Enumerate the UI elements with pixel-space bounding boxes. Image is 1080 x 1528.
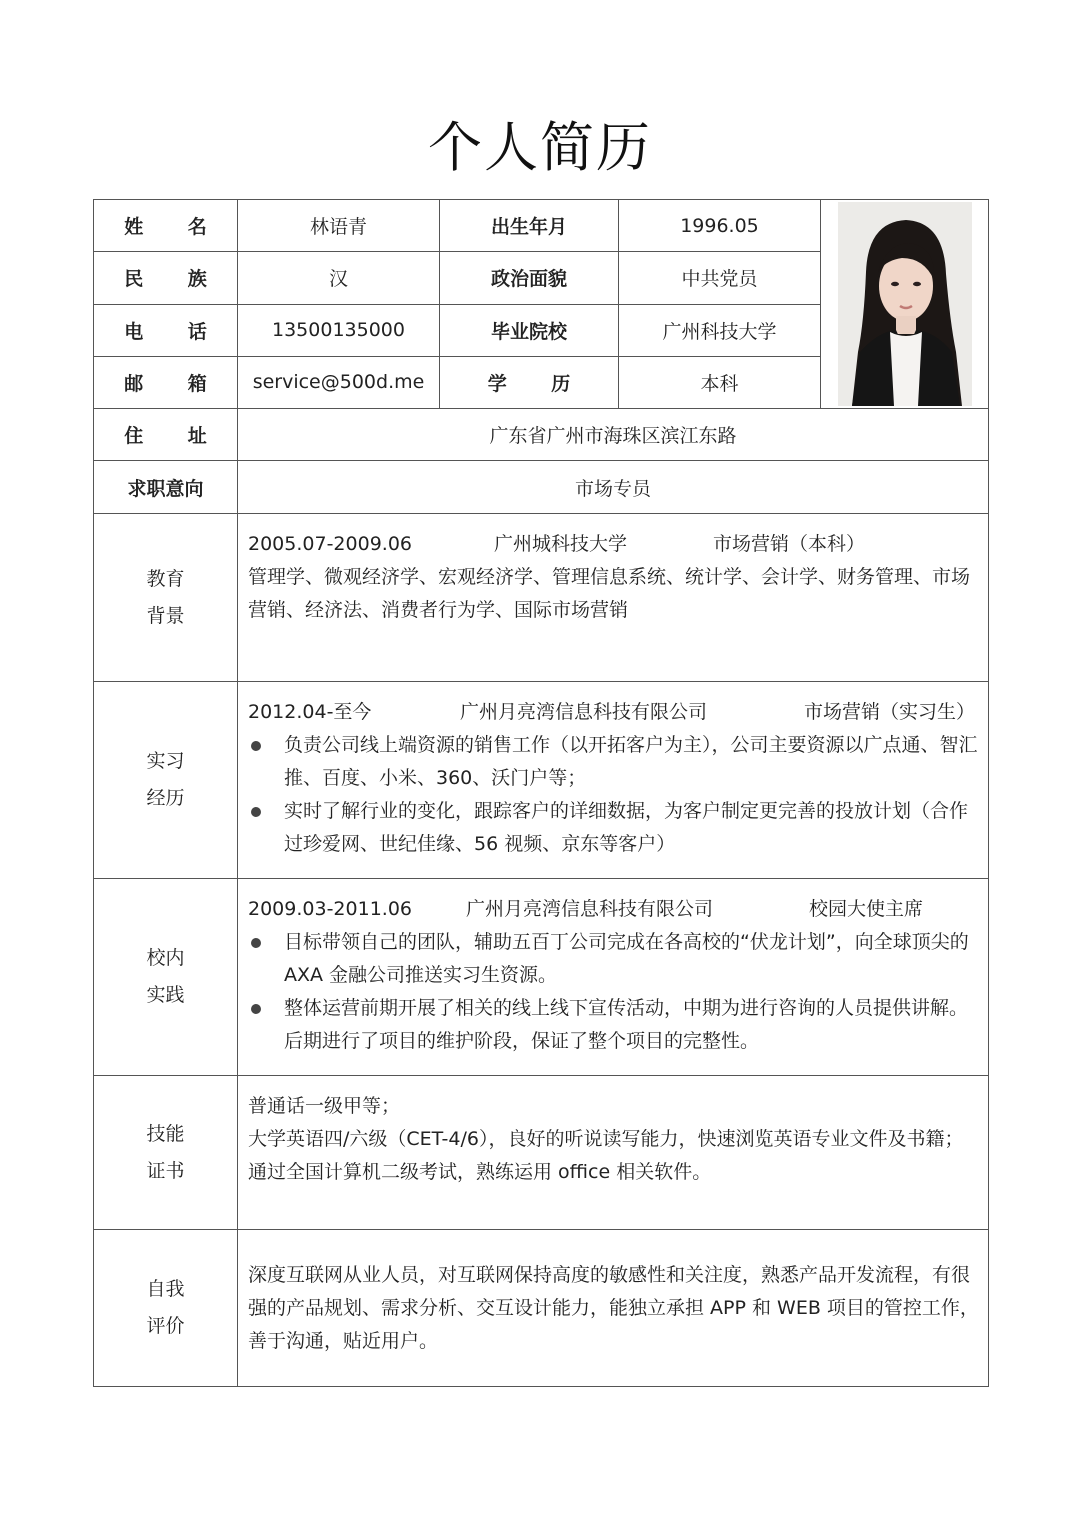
- campus-role: 校园大使主席: [809, 898, 924, 920]
- name-label: 姓 名: [94, 200, 238, 252]
- school-label: 毕业院校: [440, 304, 619, 356]
- skills-label-line2: 证书: [146, 1159, 185, 1182]
- internship-bullet: 实时了解行业的变化，跟踪客户的详细数据，为客户制定更完善的投放计划（合作过珍爱网、世纪佳缘、56 视频、京东等客户）: [248, 795, 980, 861]
- self-label-line1: 自我: [146, 1278, 185, 1300]
- intent-label: 求职意向: [94, 461, 238, 514]
- campus-period: 2009.03-2011.06: [248, 898, 412, 920]
- internship-header: [248, 696, 980, 729]
- internship-label-line1: 实习: [146, 750, 185, 772]
- campus-company: 广州月亮湾信息科技有限公司: [466, 898, 714, 920]
- internship-bullet: 负责公司线上端资源的销售工作（以开拓客户为主），公司主要资源以广点通、智汇推、百度、小米、360、沃门户等；: [248, 729, 980, 795]
- political-label: 政治面貌: [440, 252, 619, 304]
- email-label: 邮 箱: [94, 356, 238, 408]
- resume-table: [93, 199, 989, 1387]
- internship-label: [94, 682, 238, 879]
- skills-label: [94, 1076, 238, 1230]
- email-value: service@500d.me: [238, 356, 440, 408]
- address-value: 广东省广州市海珠区滨江东路: [238, 409, 989, 461]
- self-label: [94, 1230, 238, 1387]
- address-label: 住 址: [94, 409, 238, 461]
- degree-label: 学 历: [440, 356, 619, 408]
- campus-body: [238, 879, 989, 1076]
- self-text: 深度互联网从业人员，对互联网保持高度的敏感性和关注度，熟悉产品开发流程，有很强的产品规划、需求分析、交互设计能力，能独立承担 APP 和 WEB 项目的管控工作，善于沟通，贴近用户。: [248, 1263, 979, 1352]
- campus-bullet: 整体运营前期开展了相关的线上线下宣传活动，中期为进行咨询的人员提供讲解。后期进行了项目的维护阶段，保证了整个项目的完整性。: [248, 992, 980, 1058]
- phone-label: 电 话: [94, 304, 238, 356]
- internship-company: 广州月亮湾信息科技有限公司: [460, 701, 708, 723]
- campus-bullets: [248, 926, 980, 1058]
- campus-label-line2: 实践: [146, 984, 185, 1006]
- name-value: 林语青: [238, 200, 440, 252]
- phone-value: 13500135000: [238, 304, 440, 356]
- internship-body: [238, 682, 989, 879]
- portrait-photo: [838, 202, 972, 406]
- birth-value: 1996.05: [619, 200, 821, 252]
- skills-line: 通过全国计算机二级考试，熟练运用 office 相关软件。: [248, 1161, 712, 1183]
- internship-role: 市场营销（实习生）: [804, 701, 976, 723]
- skills-line: 大学英语四/六级（CET-4/6），良好的听说读写能力，快速浏览英语专业文件及书籍；: [248, 1128, 964, 1150]
- skills-label-line1: 技能: [146, 1122, 185, 1145]
- skills-body: [238, 1076, 989, 1230]
- education-label-line2: 背景: [146, 604, 185, 627]
- page-title: 个人简历: [428, 116, 652, 179]
- education-period: 2005.07-2009.06: [248, 533, 412, 555]
- campus-label-line1: 校内: [146, 947, 185, 969]
- portrait-icon: [838, 202, 972, 406]
- photo-cell: [821, 200, 989, 409]
- education-courses: 管理学、微观经济学、宏观经济学、管理信息系统、统计学、会计学、财务管理、市场营销、经济法、消费者行为学、国际市场营销: [248, 566, 971, 621]
- internship-label-line2: 经历: [146, 787, 185, 809]
- education-body: [238, 514, 989, 682]
- political-value: 中共党员: [619, 252, 821, 304]
- campus-bullet: 目标带领自己的团队，辅助五百丁公司完成在各高校的“伏龙计划”，向全球顶尖的AXA 金融公司推送实习生资源。: [248, 926, 980, 992]
- campus-header: [248, 893, 980, 926]
- education-label: [94, 514, 238, 682]
- skills-line: 普通话一级甲等；: [248, 1095, 401, 1117]
- education-major: 市场营销（本科）: [713, 533, 866, 555]
- self-body: [238, 1230, 989, 1387]
- internship-period: 2012.04-至今: [248, 701, 372, 723]
- intent-value: 市场专员: [238, 461, 989, 514]
- ethnic-label: 民 族: [94, 252, 238, 304]
- campus-label: [94, 879, 238, 1076]
- education-header: [248, 528, 980, 561]
- self-label-line2: 评价: [146, 1315, 185, 1337]
- birth-label: 出生年月: [440, 200, 619, 252]
- ethnic-value: 汉: [238, 252, 440, 304]
- school-value: 广州科技大学: [619, 304, 821, 356]
- degree-value: 本科: [619, 356, 821, 408]
- internship-bullets: [248, 729, 980, 861]
- education-school: 广州城科技大学: [494, 533, 628, 555]
- education-label-line1: 教育: [146, 567, 185, 590]
